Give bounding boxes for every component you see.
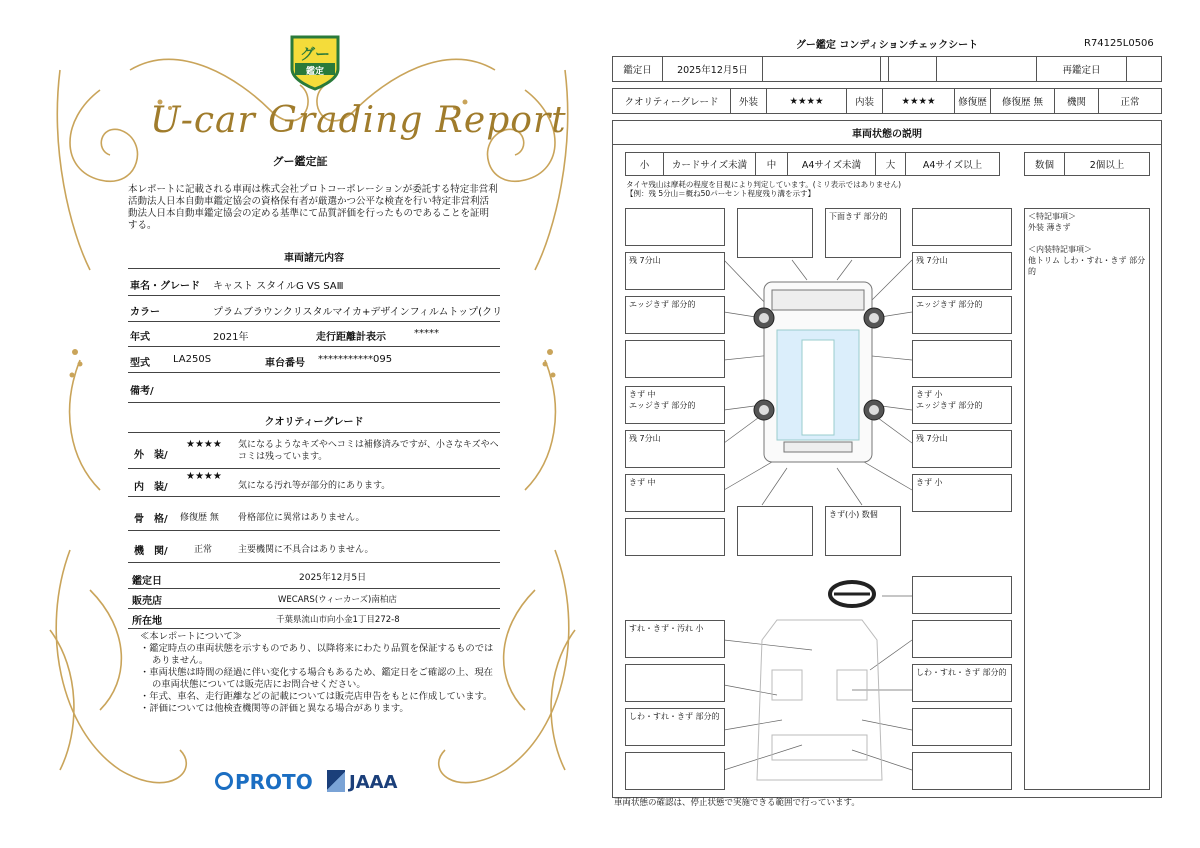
- quality-row-interior: 内 装/ ★★★★ 気になる汚れ等が部分的にあります。: [128, 470, 500, 497]
- spec-row-name: 車名・グレード キャスト スタイルG VS SAⅢ: [128, 271, 500, 296]
- certificate-intro: 本レポートに記載される車両は株式会社プロトコーポレーションが委託する特定非営利活動法人日本自動車鑑定協会の資格保有者が厳選かつ公平な検査を行い特定非営利活動法人日本自動車鑑定協会の定める基準にて品質評価を行ったものであることを証明する。: [128, 184, 498, 231]
- appraisal-date-row: 鑑定日 2025年12月5日: [128, 566, 500, 589]
- proto-logo-icon: [215, 772, 233, 790]
- sheet-title: グー鑑定 コンディションチェックシート: [795, 40, 979, 51]
- divider: [128, 432, 500, 433]
- note-item: ・鑑定時点の車両状態を示すものであり、以降将来にわたり品質を保証するものではありません。: [140, 643, 494, 666]
- reappraisal-label: 再鑑定日: [1037, 57, 1127, 81]
- note-item: ・評価については他検査機関等の評価と異なる場合があります。: [140, 703, 409, 714]
- damage-box: [912, 708, 1012, 746]
- repair-value: 修復歴 無: [991, 89, 1055, 113]
- empty-cell: [937, 57, 1037, 81]
- damage-box: 下面きず 部分的: [825, 208, 901, 258]
- legend-count-desc: 2個以上: [1089, 160, 1125, 171]
- engine-label: 機関: [1055, 89, 1099, 113]
- tire-note: タイヤ残山は摩耗の程度を目視により判定しています。(ミリ表示ではありません): [626, 180, 902, 189]
- damage-box: [912, 752, 1012, 790]
- quality-row-engine: 機 関/ 正常 主要機関に不具合はありません。: [128, 534, 500, 563]
- damage-box: [625, 518, 725, 556]
- spec-row-color: カラー プラムブラウンクリスタルマイカ+デザインフィルムトップ(クリ: [128, 297, 500, 322]
- damage-box: [625, 664, 725, 702]
- engine-value: 正常: [1120, 97, 1140, 108]
- quality-heading: クオリティーグレード: [264, 417, 364, 428]
- note-item: ・車両状態は時間の経過に伴い変化する場合もあるため、鑑定日をご確認の上、現在の車両状態については販売店にお問合せください。: [140, 667, 493, 690]
- jaaa-logo-icon: [327, 770, 345, 792]
- tire-note-example: 【例：残 5分山＝概ね50パーセント程度残り溝を示す】: [626, 189, 816, 198]
- damage-box: 残 7分山: [625, 430, 725, 468]
- damage-box: [912, 208, 1012, 246]
- damage-box: きず 中 エッジきず 部分的: [625, 386, 725, 424]
- appraisal-address-row: 所在地 千葉県流山市向小金1丁目272-8: [128, 608, 500, 629]
- damage-box: エッジきず 部分的: [625, 296, 725, 334]
- spec-row-remarks: 備考/: [128, 376, 500, 403]
- sheet-id: R74125L0506: [1084, 38, 1154, 49]
- legend-small-desc: カードサイズ未満: [664, 153, 756, 175]
- spec-row-model: 型式 LA250S 車台番号 ***********095: [128, 348, 500, 373]
- damage-box: [737, 506, 813, 556]
- size-legend: [625, 152, 1000, 176]
- spec-heading: 車両諸元内容: [284, 253, 344, 264]
- sheet-footer: 車両状態の確認は、停止状態で実施できる範囲で行っています。: [614, 798, 860, 808]
- ext-label: 外装: [731, 89, 767, 113]
- damage-box: [625, 752, 725, 790]
- damage-box: しわ・すれ・きず 部分的: [912, 664, 1012, 702]
- damage-box: [625, 340, 725, 378]
- report-title: U-car Grading Report: [150, 100, 567, 141]
- count-legend: [1024, 152, 1150, 176]
- damage-box: [737, 208, 813, 258]
- legend-large: 大: [876, 153, 906, 175]
- notes-title: ≪本レポートについて≫: [140, 631, 243, 642]
- grade-row: [612, 88, 1162, 114]
- jaaa-logo: JAAA: [349, 772, 398, 793]
- empty-cell: [763, 57, 889, 81]
- legend-small: 小: [626, 153, 664, 175]
- grade-label: クオリティーグレード: [613, 89, 731, 113]
- section-title: 車両状態の説明: [612, 120, 1162, 145]
- spec-row-year: 年式 2021年 走行距離計表示 *****: [128, 322, 500, 347]
- damage-box: 残 7分山: [912, 252, 1012, 290]
- damage-box: [912, 340, 1012, 378]
- int-stars: ★★★★: [883, 89, 955, 113]
- damage-box: [912, 576, 1012, 614]
- damage-box: 残 7分山: [625, 252, 725, 290]
- guu-badge-icon: グー 鑑定: [288, 33, 342, 91]
- damage-box: 残 7分山: [912, 430, 1012, 468]
- date-value: 2025年12月5日: [663, 57, 763, 81]
- damage-box: すれ・きず・汚れ 小: [625, 620, 725, 658]
- date-label: 鑑定日: [613, 57, 663, 81]
- report-notes: [140, 631, 500, 715]
- damage-box: [912, 620, 1012, 658]
- legend-medium: 中: [756, 153, 788, 175]
- damage-box: きず(小) 数個: [825, 506, 901, 556]
- certificate-subtitle: グー鑑定証: [272, 155, 328, 168]
- legend-large-desc: A4サイズ以上: [922, 160, 983, 171]
- damage-box: きず 中: [625, 474, 725, 512]
- repair-label: 修復歴: [955, 89, 991, 113]
- note-item: ・年式、車名、走行距離などの記載については販売店申告をもとに作成しています。: [140, 691, 493, 702]
- appraisal-shop-row: 販売店 WECARS(ウィーカーズ)南柏店: [128, 588, 500, 609]
- legend-medium-desc: A4サイズ未満: [788, 153, 876, 175]
- damage-box: しわ・すれ・きず 部分的: [625, 708, 725, 746]
- ext-stars: ★★★★: [767, 89, 847, 113]
- damage-box: きず 小 エッジきず 部分的: [912, 386, 1012, 424]
- cell-divider: [880, 56, 933, 82]
- int-label: 内装: [847, 89, 883, 113]
- divider: [128, 268, 500, 269]
- damage-box: エッジきず 部分的: [912, 296, 1012, 334]
- proto-logo: PROTO: [235, 770, 313, 794]
- special-notes: ＜特記事項＞ 外装 薄きず ＜内装特記事項＞ 他トリム しわ・すれ・きず 部分的: [1024, 208, 1150, 790]
- damage-box: [625, 208, 725, 246]
- damage-box: きず 小: [912, 474, 1012, 512]
- cell-divider: [1036, 56, 1037, 82]
- legend-count: 数個: [1025, 153, 1065, 175]
- quality-row-exterior: 外 装/ ★★★★ 気になるようなキズやヘコミは補修済みですが、小さなキズやヘコミは残っています。: [128, 436, 500, 469]
- quality-row-frame: 骨 格/ 修復歴 無 骨格部位に異常はありません。: [128, 502, 500, 531]
